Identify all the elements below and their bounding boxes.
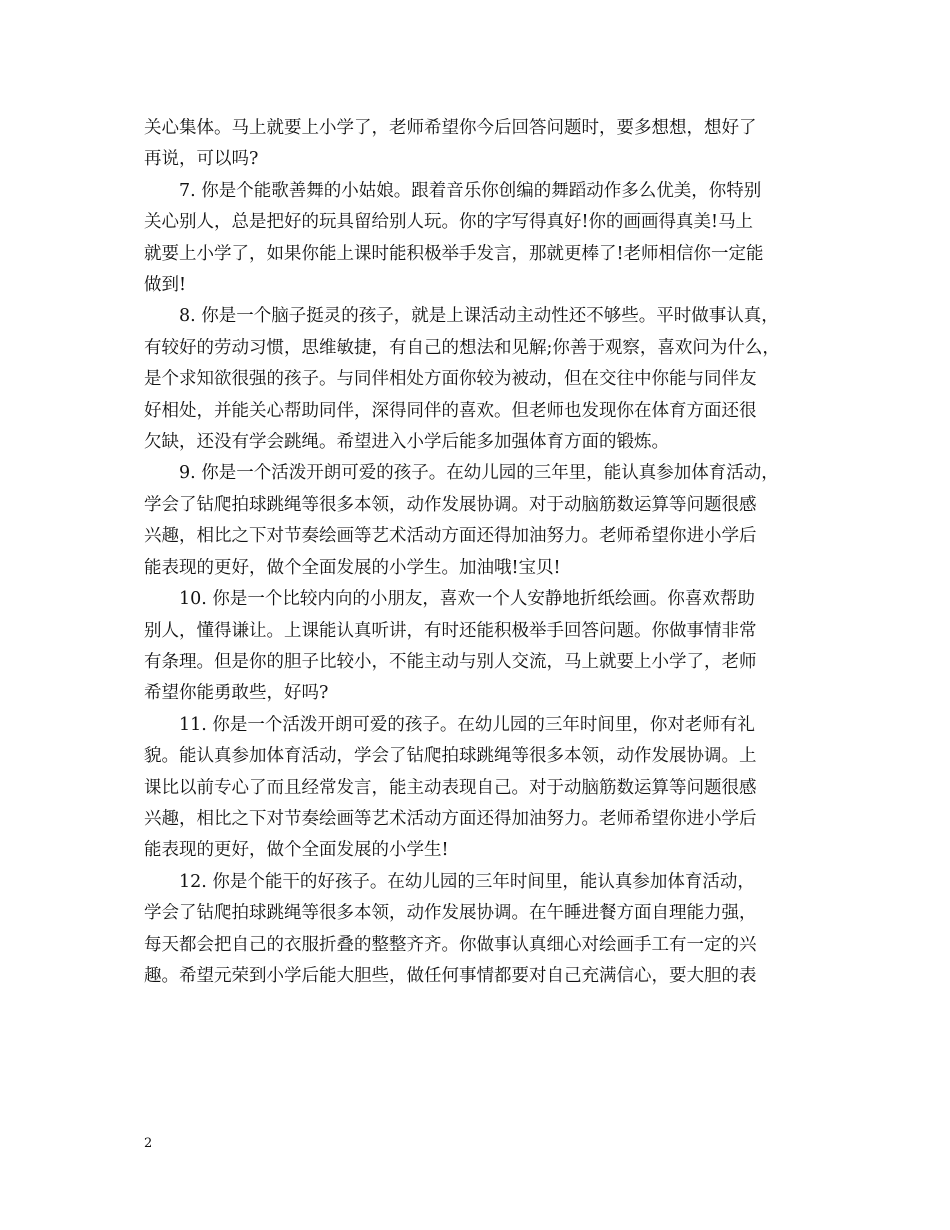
- text-line: 兴趣，相比之下对节奏绘画等艺术活动方面还得加油努力。老师希望你进小学后: [144, 808, 757, 829]
- text-line: 关心集体。马上就要上小学了，老师希望你今后回答问题时，要多想想，想好了: [144, 118, 757, 138]
- text-line: 趣。希望元荣到小学后能大胆些，做任何事情都要对自己充满信心，要大胆的表: [144, 965, 757, 986]
- text-line: 11. 你是一个活泼开朗可爱的孩子。在幼儿园的三年时间里，你对老师有礼: [179, 714, 755, 735]
- paragraph-6-continuation: [144, 113, 834, 176]
- text-line: 做到!: [144, 275, 187, 296]
- text-line: 关心别人，总是把好的玩具留给别人玩。你的字写得真好!你的画画得真美!马上: [144, 212, 754, 233]
- text-line: 貌。能认真参加体育活动，学会了钻爬拍球跳绳等很多本领，动作发展协调。上: [144, 746, 757, 767]
- text-line: 能表现的更好，做个全面发展的小学生。加油哦!宝贝!: [144, 557, 561, 578]
- document-body: [144, 113, 834, 992]
- text-line: 别人，懂得谦让。上课能认真听讲，有时还能积极举手回答问题。你做事情非常: [144, 620, 757, 641]
- paragraph-10: [144, 584, 834, 710]
- text-line: 兴趣，相比之下对节奏绘画等艺术活动方面还得加油努力。老师希望你进小学后: [144, 526, 757, 547]
- text-line: 12. 你是个能干的好孩子。在幼儿园的三年时间里，能认真参加体育活动，: [179, 871, 755, 892]
- text-line: 7. 你是个能歌善舞的小姑娘。跟着音乐你创编的舞蹈动作多么优美，你特别: [179, 180, 762, 201]
- text-line: 10. 你是一个比较内向的小朋友，喜欢一个人安静地折纸绘画。你喜欢帮助: [179, 589, 755, 610]
- text-line: 再说，可以吗?: [144, 149, 259, 170]
- paragraph-8: [144, 301, 834, 458]
- text-line: 好相处，并能关心帮助同伴，深得同伴的喜欢。但老师也发现你在体育方面还很: [144, 400, 757, 421]
- text-line: 是个求知欲很强的孩子。与同伴相处方面你较为被动，但在交往中你能与同伴友: [144, 369, 757, 390]
- text-line: 有条理。但是你的胆子比较小，不能主动与别人交流，马上就要上小学了，老师: [144, 651, 757, 672]
- text-line: 每天都会把自己的衣服折叠的整整齐齐。你做事认真细心对绘画手工有一定的兴: [144, 934, 757, 955]
- paragraph-12: [144, 867, 834, 993]
- paragraph-11: [144, 710, 834, 867]
- text-line: 学会了钻爬拍球跳绳等很多本领，动作发展协调。在午睡进餐方面自理能力强，: [144, 903, 757, 924]
- text-line: 就要上小学了，如果你能上课时能积极举手发言，那就更棒了!老师相信你一定能: [144, 243, 764, 264]
- text-line: 9. 你是一个活泼开朗可爱的孩子。在幼儿园的三年里，能认真参加体育活动，: [179, 463, 779, 484]
- page-number: 2: [144, 1136, 153, 1151]
- text-line: 欠缺，还没有学会跳绳。希望进入小学后能多加强体育方面的锻炼。: [144, 432, 669, 453]
- text-line: 有较好的劳动习惯，思维敏捷，有自己的想法和见解;你善于观察，喜欢问为什么，: [144, 337, 780, 358]
- text-line: 学会了钻爬拍球跳绳等很多本领，动作发展协调。对于动脑筋数运算等问题很感: [144, 494, 757, 515]
- text-line: 课比以前专心了而且经常发言，能主动表现自己。对于动脑筋数运算等问题很感: [144, 777, 757, 798]
- paragraph-9: [144, 458, 834, 584]
- paragraph-7: [144, 176, 834, 302]
- text-line: 希望你能勇敢些，好吗?: [144, 683, 329, 704]
- text-line: 8. 你是一个脑子挺灵的孩子，就是上课活动主动性还不够些。平时做事认真，: [179, 306, 779, 327]
- text-line: 能表现的更好，做个全面发展的小学生!: [144, 840, 449, 861]
